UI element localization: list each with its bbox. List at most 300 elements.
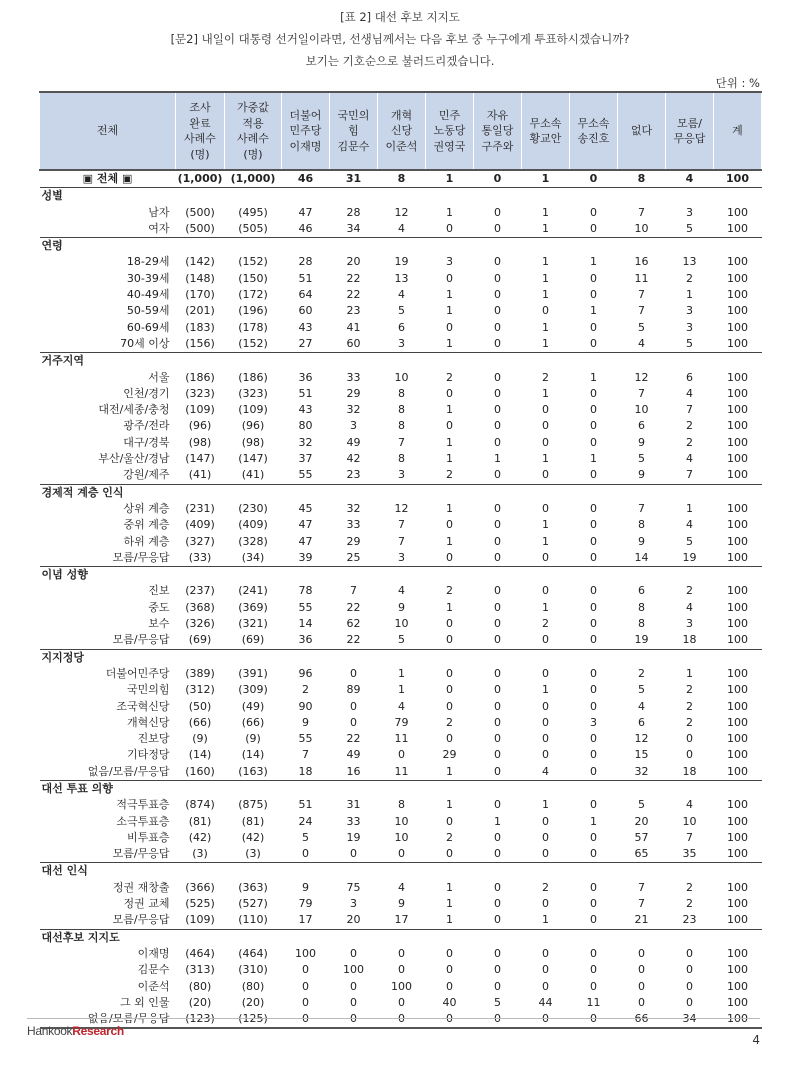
row-label: 보수	[148, 617, 170, 631]
table-cell: 62	[346, 617, 361, 631]
table-cell: 2	[686, 584, 693, 598]
table-cell: 0	[494, 518, 501, 532]
row-label: 강원/제주	[123, 468, 170, 482]
table-cell: 55	[298, 732, 313, 746]
table-cell: 0	[494, 897, 501, 911]
table-cell: 0	[542, 584, 549, 598]
footer-divider	[27, 1018, 760, 1019]
table-cell: 5	[302, 830, 309, 844]
table-cell: (110)	[238, 913, 268, 927]
table-cell: 0	[494, 550, 501, 564]
table-cell: 7	[638, 880, 645, 894]
column-header: 자유 통일당 구주와	[474, 92, 522, 170]
table-cell: 0	[542, 419, 549, 433]
row-label: 60-69세	[126, 320, 170, 334]
table-cell: 3	[686, 205, 693, 219]
table-cell: 4	[686, 798, 693, 812]
table-cell: 3	[446, 255, 453, 269]
table-cell: 0	[494, 946, 501, 960]
table-cell: 100	[727, 370, 748, 384]
table-cell: 14	[634, 550, 649, 564]
section-header-row	[40, 567, 762, 584]
table-cell: 0	[590, 221, 597, 235]
table-cell: 0	[590, 683, 597, 697]
table-cell: 1	[542, 913, 549, 927]
section-title: 성별	[40, 188, 762, 205]
table-cell: 1	[686, 501, 693, 515]
table-cell: 0	[590, 847, 597, 861]
table-cell: 2	[686, 699, 693, 713]
table-cell: 0	[446, 847, 453, 861]
table-cell: 100	[727, 221, 748, 235]
table-cell: 19	[394, 255, 409, 269]
table-cell: 40	[442, 995, 457, 1009]
table-cell: (9)	[192, 732, 208, 746]
table-cell: 0	[350, 946, 357, 960]
table-cell: (237)	[185, 584, 215, 598]
table-cell: 18	[682, 764, 697, 778]
table-cell: 0	[590, 732, 597, 746]
table-cell: 46	[282, 170, 330, 188]
table-cell: 7	[638, 304, 645, 318]
support-table	[39, 91, 762, 1029]
table-cell: 1	[398, 683, 405, 697]
table-cell: (163)	[238, 764, 268, 778]
table-cell: 0	[446, 386, 453, 400]
table-row	[40, 583, 762, 599]
table-cell: 32	[634, 764, 649, 778]
table-cell: (66)	[188, 715, 212, 729]
table-cell: 36	[298, 633, 313, 647]
table-cell: 5	[398, 304, 405, 318]
table-cell: 47	[298, 534, 313, 548]
table-cell: (3)	[245, 847, 261, 861]
table-cell: 28	[298, 255, 313, 269]
table-cell: 0	[686, 946, 693, 960]
section-header-row	[40, 929, 762, 946]
table-cell: 1	[542, 255, 549, 269]
table-cell: 6	[398, 320, 405, 334]
table-row	[40, 435, 762, 451]
table-cell: 0	[398, 995, 405, 1009]
table-cell: 0	[638, 946, 645, 960]
table-row	[40, 616, 762, 632]
table-cell: 1	[446, 304, 453, 318]
table-cell: 0	[590, 336, 597, 350]
table-cell: (201)	[185, 304, 215, 318]
table-cell: 1	[494, 452, 501, 466]
section-title: 경제적 계층 인식	[40, 484, 762, 501]
section-header-row	[40, 188, 762, 205]
table-cell: 0	[590, 666, 597, 680]
table-cell: 0	[542, 666, 549, 680]
table-cell: 90	[298, 699, 313, 713]
table-cell: 31	[346, 798, 361, 812]
table-cell: 0	[494, 748, 501, 762]
table-cell: 0	[542, 897, 549, 911]
table-cell: (323)	[238, 386, 268, 400]
table-cell: 0	[494, 271, 501, 285]
table-cell: 0	[446, 732, 453, 746]
table-cell: (69)	[188, 633, 212, 647]
row-label: 개혁신당	[126, 715, 170, 729]
table-cell: 3	[398, 468, 405, 482]
table-cell: 1	[426, 170, 474, 188]
section-title: 대선 투표 의향	[40, 780, 762, 797]
table-cell: (363)	[238, 880, 268, 894]
table-cell: (326)	[185, 617, 215, 631]
table-cell: 0	[590, 798, 597, 812]
table-cell: 0	[446, 963, 453, 977]
table-cell: 0	[494, 699, 501, 713]
table-cell: (50)	[188, 699, 212, 713]
table-cell: 0	[494, 255, 501, 269]
table-cell: 60	[346, 336, 361, 350]
table-cell: 100	[727, 435, 748, 449]
table-cell: 0	[590, 205, 597, 219]
table-cell: 7	[638, 288, 645, 302]
row-label: 모름/무응답	[112, 847, 170, 861]
table-row	[40, 715, 762, 731]
table-cell: (323)	[185, 386, 215, 400]
table-cell: 0	[590, 518, 597, 532]
table-cell: (148)	[185, 271, 215, 285]
table-cell: 100	[727, 732, 748, 746]
table-cell: 33	[346, 814, 361, 828]
table-cell: (391)	[238, 666, 268, 680]
table-cell: 2	[686, 419, 693, 433]
table-cell: 32	[298, 435, 313, 449]
table-cell: 13	[394, 271, 409, 285]
table-cell: 1	[446, 288, 453, 302]
table-cell: 0	[686, 748, 693, 762]
column-header: 민주 노동당 권영국	[426, 92, 474, 170]
table-cell: 1	[542, 271, 549, 285]
table-cell: (500)	[185, 205, 215, 219]
table-cell: 29	[442, 748, 457, 762]
table-cell: (1,000)	[176, 170, 225, 188]
table-cell: 9	[638, 435, 645, 449]
table-cell: 64	[298, 288, 313, 302]
table-cell: 1	[542, 288, 549, 302]
table-cell: 0	[686, 732, 693, 746]
table-cell: 4	[398, 584, 405, 598]
row-label: 조국혁신당	[116, 699, 170, 713]
table-cell: 25	[346, 550, 361, 564]
table-cell: 8	[398, 386, 405, 400]
table-cell: 8	[618, 170, 666, 188]
table-cell: 0	[494, 732, 501, 746]
table-cell: 0	[542, 633, 549, 647]
table-cell: 1	[590, 452, 597, 466]
column-header: 조사 완료 사례수 (명)	[176, 92, 225, 170]
table-cell: 0	[494, 847, 501, 861]
column-header: 더불어 민주당 이재명	[282, 92, 330, 170]
table-cell: 0	[378, 1011, 426, 1028]
table-cell: (409)	[185, 518, 215, 532]
table-cell: 0	[590, 584, 597, 598]
table-cell: 5	[638, 452, 645, 466]
table-cell: 0	[494, 221, 501, 235]
table-cell: 0	[590, 435, 597, 449]
table-row	[40, 666, 762, 682]
row-label: 정권 재창출	[112, 880, 170, 894]
table-cell: (20)	[188, 995, 212, 1009]
table-cell: 100	[727, 946, 748, 960]
table-cell: 0	[542, 550, 549, 564]
table-cell: 1	[446, 764, 453, 778]
table-cell: 0	[590, 271, 597, 285]
table-cell: 7	[686, 830, 693, 844]
table-row	[40, 995, 762, 1011]
table-cell: 1	[686, 288, 693, 302]
table-cell: 1	[446, 501, 453, 515]
table-cell: 3	[590, 715, 597, 729]
row-label: 소극투표층	[116, 814, 170, 828]
table-cell: 0	[494, 419, 501, 433]
table-cell: 2	[686, 897, 693, 911]
table-cell: 19	[634, 633, 649, 647]
table-cell: (34)	[241, 550, 265, 564]
table-cell: 7	[638, 501, 645, 515]
section-title: 연령	[40, 238, 762, 255]
column-header: 개혁 신당 이준석	[378, 92, 426, 170]
table-cell: (147)	[238, 452, 268, 466]
column-header: 없다	[618, 92, 666, 170]
table-cell: 7	[398, 435, 405, 449]
table-cell: (66)	[241, 715, 265, 729]
table-row	[40, 254, 762, 270]
table-cell: 12	[634, 370, 649, 384]
table-cell: 100	[727, 995, 748, 1009]
table-cell: 0	[542, 814, 549, 828]
table-cell: (42)	[241, 830, 265, 844]
company-logo	[27, 1024, 124, 1038]
table-cell: 100	[714, 1011, 762, 1028]
table-cell: 0	[494, 370, 501, 384]
table-cell: 0	[590, 386, 597, 400]
row-label: 40-49세	[126, 288, 170, 302]
table-cell: 10	[394, 814, 409, 828]
row-label: 김문수	[137, 963, 170, 977]
table-cell: 0	[446, 666, 453, 680]
table-cell: 0	[542, 748, 549, 762]
table-cell: 5	[398, 633, 405, 647]
table-cell: 100	[727, 271, 748, 285]
table-cell: 0	[494, 666, 501, 680]
row-label: 인천/경기	[123, 386, 170, 400]
table-cell: (14)	[188, 748, 212, 762]
row-label: 진보당	[137, 732, 170, 746]
table-cell: 2	[446, 468, 453, 482]
table-body	[40, 170, 762, 1028]
row-label: 기타정당	[126, 748, 170, 762]
table-cell: 96	[298, 666, 313, 680]
table-cell: 0	[474, 1011, 522, 1028]
table-row	[40, 830, 762, 846]
table-cell: 7	[398, 534, 405, 548]
table-cell: 100	[727, 419, 748, 433]
table-cell: 0	[302, 979, 309, 993]
table-cell: 1	[446, 205, 453, 219]
table-cell: (20)	[241, 995, 265, 1009]
table-cell: 0	[446, 946, 453, 960]
table-cell: 31	[330, 170, 378, 188]
table-cell: (81)	[188, 814, 212, 828]
table-cell: 17	[394, 913, 409, 927]
table-cell: 55	[298, 468, 313, 482]
table-cell: 2	[542, 880, 549, 894]
table-cell: 0	[446, 271, 453, 285]
table-row	[40, 962, 762, 978]
table-cell: 100	[727, 979, 748, 993]
row-label: 비투표층	[126, 830, 170, 844]
table-cell: 79	[298, 897, 313, 911]
table-cell: 8	[378, 170, 426, 188]
table-cell: 0	[302, 995, 309, 1009]
table-cell: 1	[446, 336, 453, 350]
question-text: [문2] 내일이 대통령 선거일이라면, 선생님께서는 다음 후보 중 누구에게 투표하시겠습니까?	[170, 32, 630, 46]
table-cell: (109)	[238, 403, 268, 417]
table-cell: 2	[446, 370, 453, 384]
table-cell: (183)	[185, 320, 215, 334]
table-cell: 1	[446, 600, 453, 614]
table-cell: 0	[590, 468, 597, 482]
table-cell: (14)	[241, 748, 265, 762]
table-cell: 0	[494, 468, 501, 482]
table-row	[40, 764, 762, 781]
table-cell: 100	[727, 897, 748, 911]
table-cell: 0	[474, 170, 522, 188]
table-cell: 100	[714, 170, 762, 188]
table-cell: 100	[727, 336, 748, 350]
table-row	[40, 946, 762, 962]
table-cell: 36	[298, 370, 313, 384]
table-cell: 3	[350, 419, 357, 433]
page-number: 4	[752, 1033, 760, 1047]
table-row	[40, 303, 762, 319]
table-cell: 9	[638, 534, 645, 548]
table-cell: 0	[542, 979, 549, 993]
table-cell: 100	[727, 963, 748, 977]
table-cell: 1	[542, 386, 549, 400]
table-cell: 0	[590, 830, 597, 844]
table-cell: 0	[350, 979, 357, 993]
table-cell: 0	[542, 963, 549, 977]
row-label: 이재명	[137, 946, 170, 960]
table-cell: 57	[634, 830, 649, 844]
section-header-row	[40, 353, 762, 370]
table-cell: (152)	[238, 255, 268, 269]
table-cell: 0	[590, 501, 597, 515]
table-row	[40, 287, 762, 303]
table-cell: (172)	[238, 288, 268, 302]
column-header: 국민의 힘 김문수	[330, 92, 378, 170]
row-label: 없음/모름/무응답	[87, 764, 170, 778]
table-cell: 10	[634, 221, 649, 235]
table-cell: 0	[494, 403, 501, 417]
table-cell: 1	[446, 452, 453, 466]
table-cell: 1	[542, 600, 549, 614]
table-cell: (96)	[188, 419, 212, 433]
table-cell: 0	[590, 913, 597, 927]
table-cell: 22	[346, 288, 361, 302]
table-cell: 12	[394, 501, 409, 515]
table-cell: 27	[298, 336, 313, 350]
table-cell: 100	[727, 830, 748, 844]
table-cell: 2	[446, 715, 453, 729]
table-cell: 100	[727, 798, 748, 812]
table-cell: 1	[542, 205, 549, 219]
table-cell: 2	[686, 435, 693, 449]
table-cell: (41)	[241, 468, 265, 482]
table-cell: 0	[542, 501, 549, 515]
table-cell: 4	[686, 600, 693, 614]
table-cell: 4	[686, 452, 693, 466]
table-row	[40, 402, 762, 418]
section-title: 지지정당	[40, 649, 762, 666]
table-cell: 100	[727, 320, 748, 334]
table-cell: 18	[298, 764, 313, 778]
table-cell: 16	[346, 764, 361, 778]
table-cell: 0	[638, 995, 645, 1009]
table-cell: 22	[346, 271, 361, 285]
table-cell: 100	[727, 501, 748, 515]
table-cell: 0	[542, 732, 549, 746]
table-cell: 100	[295, 946, 316, 960]
table-cell: 4	[666, 170, 714, 188]
table-cell: 100	[727, 715, 748, 729]
table-cell: 0	[494, 798, 501, 812]
table-cell: 100	[727, 764, 748, 778]
table-cell: (874)	[185, 798, 215, 812]
table-cell: (178)	[238, 320, 268, 334]
table-cell: 43	[298, 320, 313, 334]
table-cell: 1	[446, 403, 453, 417]
row-label: 적극투표층	[116, 798, 170, 812]
table-cell: 0	[446, 320, 453, 334]
table-cell: 3	[686, 320, 693, 334]
table-cell: 1	[590, 370, 597, 384]
table-cell: 2	[686, 715, 693, 729]
table-cell: 0	[686, 979, 693, 993]
table-cell: 0	[446, 419, 453, 433]
table-cell: 100	[727, 913, 748, 927]
table-cell: 7	[302, 748, 309, 762]
table-cell: 7	[638, 205, 645, 219]
table-cell: 0	[494, 304, 501, 318]
table-cell: 0	[638, 979, 645, 993]
table-cell: 0	[590, 946, 597, 960]
table-cell: (186)	[238, 370, 268, 384]
table-cell: 3	[350, 897, 357, 911]
table-cell: 4	[638, 336, 645, 350]
total-row	[40, 170, 762, 188]
table-cell: 100	[727, 847, 748, 861]
table-cell: 0	[494, 435, 501, 449]
table-cell: 0	[494, 913, 501, 927]
table-cell: 1	[446, 798, 453, 812]
table-cell: 100	[727, 255, 748, 269]
table-cell: 0	[570, 170, 618, 188]
table-cell: 1	[590, 255, 597, 269]
table-cell: 0	[590, 320, 597, 334]
table-cell: (241)	[238, 584, 268, 598]
row-label: 부산/울산/경남	[98, 452, 170, 466]
table-row	[40, 979, 762, 995]
table-cell: (125)	[225, 1011, 282, 1028]
table-cell: 1	[542, 336, 549, 350]
